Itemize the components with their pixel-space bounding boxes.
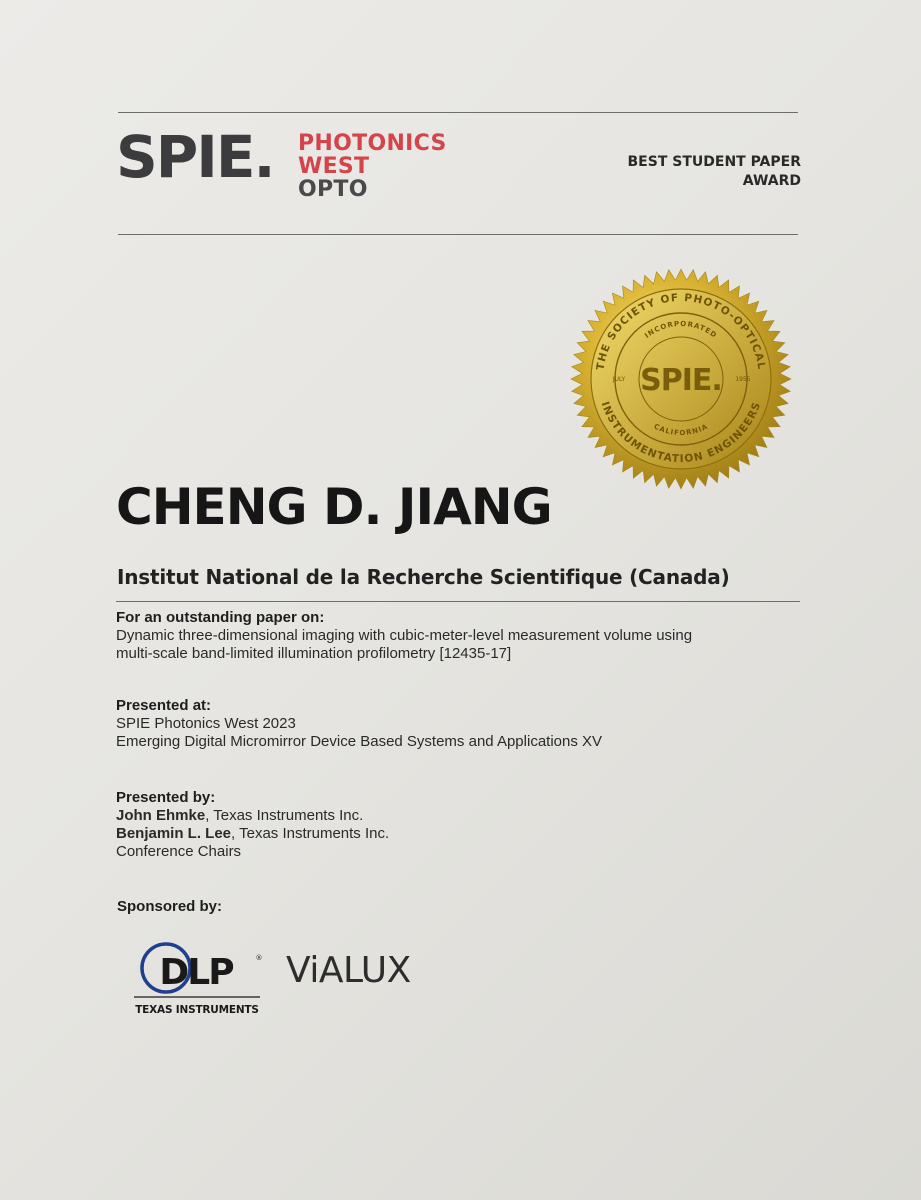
paper-heading: For an outstanding paper on: bbox=[116, 609, 325, 626]
seal-inner-bottom-text: CALIFORNIA bbox=[652, 422, 710, 438]
presenter-role: Conference Chairs bbox=[116, 843, 242, 860]
logo-west: WEST bbox=[298, 154, 370, 179]
recipient-institution: Institut National de la Recherche Scientifique (Canada) bbox=[117, 565, 730, 589]
presented-at-line1: SPIE Photonics West 2023 bbox=[116, 715, 296, 732]
presented-at-line2: Emerging Digital Micromirror Device Based Systems and Applications XV bbox=[116, 733, 603, 750]
registered-mark-icon: ® bbox=[255, 954, 262, 962]
presenter-1-org: , Texas Instruments Inc. bbox=[205, 807, 364, 824]
dlp-sub-text: TEXAS INSTRUMENTS bbox=[135, 1004, 259, 1016]
presented-by-heading: Presented by: bbox=[116, 789, 216, 806]
dlp-logo-text: DLP bbox=[159, 952, 233, 993]
presenter-2-name: Benjamin L. Lee bbox=[116, 825, 232, 842]
institution-rule bbox=[116, 601, 800, 602]
seal-bottom-text: INSTRUMENTATION ENGINEERS bbox=[598, 400, 764, 466]
header-bottom-rule bbox=[118, 234, 798, 235]
paper-title-line2: multi-scale band-limited illumination profilometry [12435-17] bbox=[116, 645, 512, 662]
presented-at-heading: Presented at: bbox=[116, 697, 212, 714]
spie-logo: SPIE. bbox=[116, 123, 274, 191]
top-rule bbox=[118, 112, 798, 113]
seal-top-text: THE SOCIETY OF PHOTO-OPTICAL bbox=[594, 291, 768, 371]
presenter-2-org: , Texas Instruments Inc. bbox=[231, 825, 390, 842]
logo-opto: OPTO bbox=[298, 177, 368, 202]
sponsors-heading: Sponsored by: bbox=[117, 898, 223, 915]
recipient-name: CHENG D. JIANG bbox=[116, 478, 552, 536]
seal-left-date: JULY bbox=[612, 376, 626, 383]
logo-photonics: PHOTONICS bbox=[298, 131, 447, 156]
presented-by-section bbox=[116, 789, 389, 861]
presented-at-section bbox=[116, 697, 602, 751]
award-title bbox=[628, 153, 801, 191]
seal-right-date: 1955 bbox=[735, 376, 751, 383]
award-title-line1: BEST STUDENT PAPER bbox=[627, 154, 801, 170]
presenter-1 bbox=[116, 807, 389, 825]
paper-section bbox=[116, 609, 692, 663]
seal-inner-top-text: INCORPORATED bbox=[643, 319, 719, 340]
award-title-line2: AWARD bbox=[742, 173, 801, 189]
vialux-logo: ViALUX bbox=[286, 950, 411, 991]
gold-seal-icon bbox=[570, 268, 792, 490]
seal-center-text: SPIE. bbox=[640, 363, 722, 398]
photonics-west-logo bbox=[298, 132, 447, 201]
presenter-2 bbox=[116, 825, 389, 843]
paper-title-line1: Dynamic three-dimensional imaging with cubic-meter-level measurement volume using bbox=[116, 627, 693, 644]
presenter-1-name: John Ehmke bbox=[116, 807, 206, 824]
dlp-texas-instruments-logo bbox=[132, 938, 262, 1020]
